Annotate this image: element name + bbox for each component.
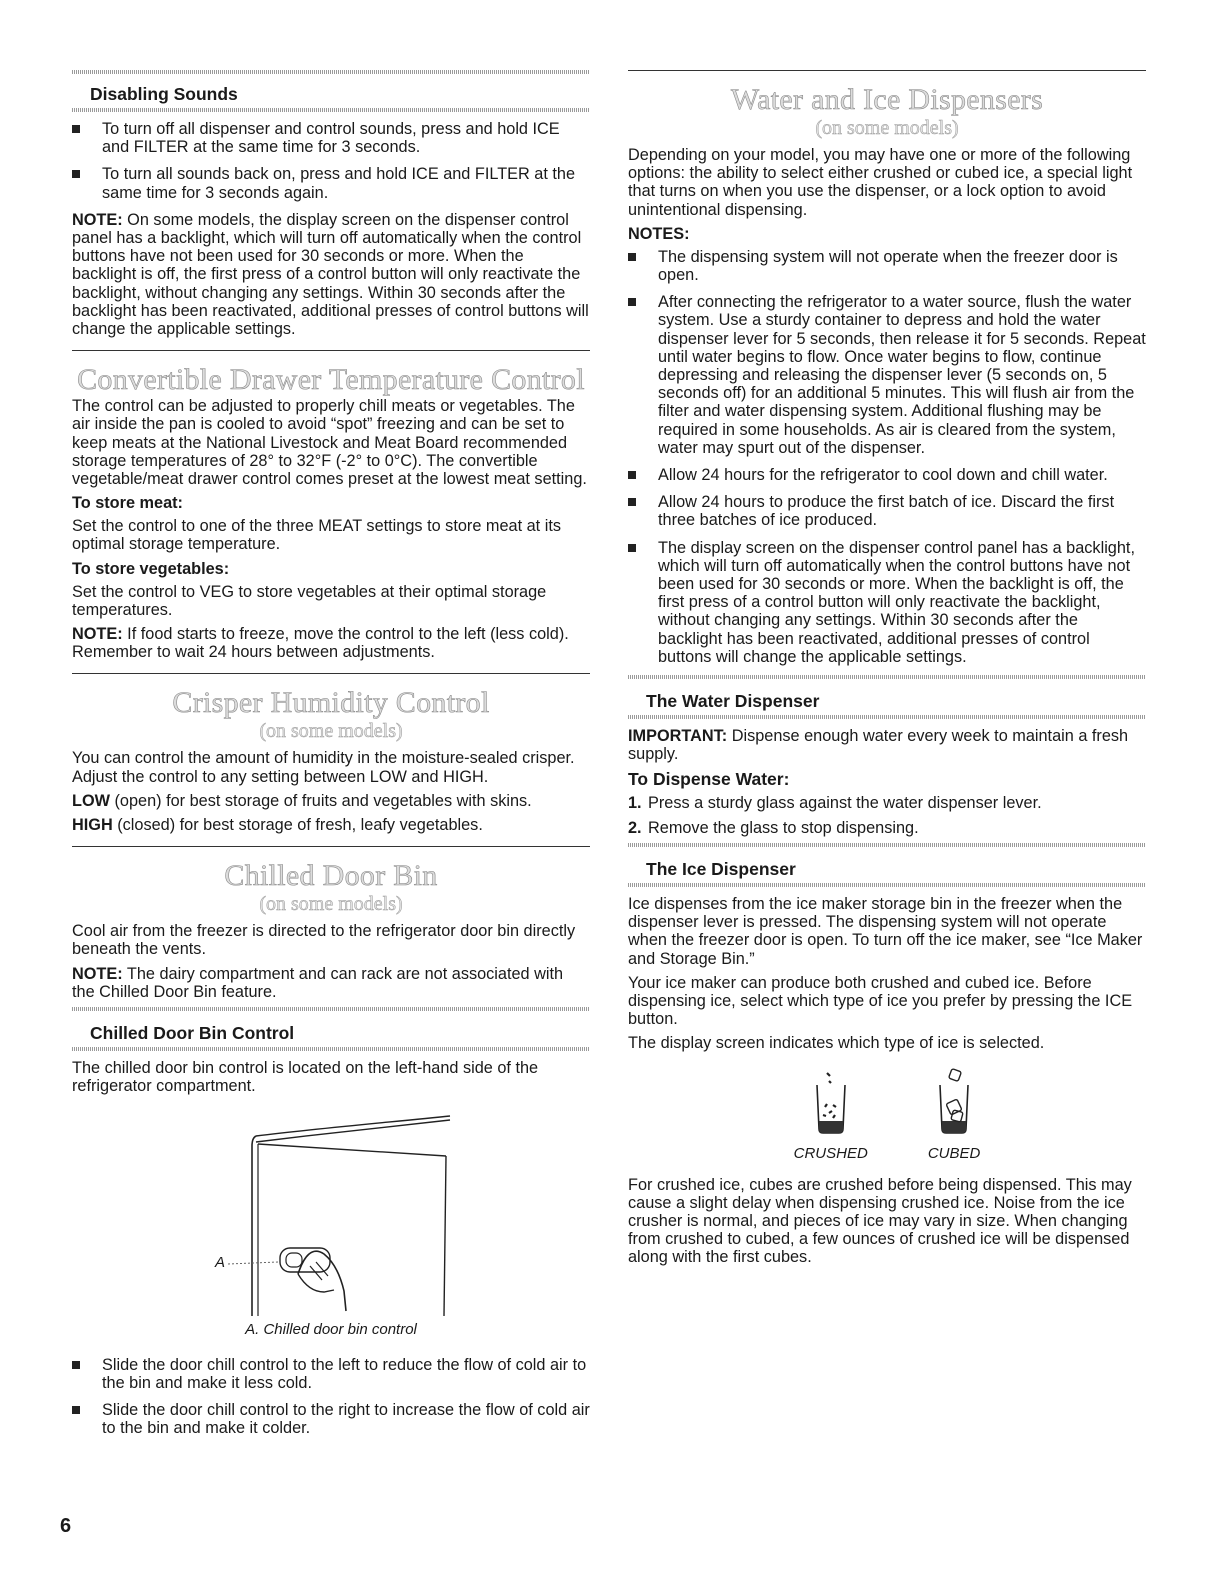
step-number: 1.: [628, 794, 642, 813]
section-subtitle: (on some models): [259, 893, 403, 916]
body-paragraph: The chilled door bin control is located on the left-hand side of the refrigerator compartment.: [72, 1059, 539, 1096]
list-item: Allow 24 hours to produce the first batch of ice. Discard the first three batches of ice produced.: [628, 493, 1146, 529]
section-title: Chilled Door Bin: [224, 859, 438, 893]
body-paragraph: Cool air from the freezer is directed to the refrigerator door bin directly beneath the vents.: [72, 922, 576, 959]
numbered-steps: [628, 794, 1146, 836]
figure-label-a: A: [215, 1253, 226, 1271]
section-rule: [72, 846, 590, 847]
figure-caption: A. Chilled door bin control: [245, 1320, 417, 1338]
body-paragraph: [72, 792, 590, 810]
note-text: If food starts to freeze, move the control to the left (less cold). Remember to wait 24 hours between adjustments.: [72, 625, 569, 662]
water-dispenser-section: [628, 675, 1146, 719]
section-title: Crisper Humidity Control: [172, 686, 490, 720]
cubed-ice-icon: [930, 1067, 978, 1135]
hatch-divider: [72, 1047, 590, 1051]
step-item: [628, 819, 1146, 837]
bullet-list: [628, 248, 1146, 666]
crushed-label: CRUSHED: [793, 1144, 868, 1162]
important-paragraph: [628, 727, 1146, 763]
disabling-sounds-section: [72, 70, 590, 112]
note-paragraph: [72, 965, 590, 1001]
section-rule: [72, 673, 590, 674]
list-item: Slide the door chill control to the left to reduce the flow of cold air to the bin and make it less cold.: [72, 1356, 590, 1392]
body-paragraph: Set the control to one of the three MEAT settings to store meat at its optimal storage temperature.: [72, 517, 561, 554]
body-paragraph: The control can be adjusted to properly chill meats or vegetables. The air inside the pan is cooled to avoid “spot” freezing and can be set to keep meats at the National Livestock and Meat Board recommended storage temperatures of 28° to 32°F (-2° to 0°C). The convertible vegetable/meat drawer control comes preset at the lowest meat setting.: [72, 397, 587, 489]
section-subtitle: (on some models): [815, 117, 959, 139]
section-heading: Disabling Sounds: [90, 84, 238, 104]
subsection-heading: To store vegetables:: [72, 559, 230, 578]
step-text: Remove the glass to stop dispensing.: [648, 818, 919, 837]
list-item: The dispensing system will not operate when the freezer door is open.: [628, 248, 1146, 284]
section-rule: [628, 70, 1146, 71]
high-text: (closed) for best storage of fresh, leafy vegetables.: [112, 816, 483, 835]
door-bin-figure: [72, 1106, 590, 1321]
chilled-door-bin-control-section: [72, 1007, 590, 1051]
crushed-ice-option: [794, 1067, 868, 1162]
steps-heading: To Dispense Water:: [628, 769, 790, 790]
hatch-divider: [628, 715, 1146, 719]
section-heading: The Water Dispenser: [646, 691, 820, 712]
important-label: IMPORTANT:: [628, 727, 728, 746]
right-column: [628, 70, 1146, 1273]
ice-type-icons: [628, 1067, 1146, 1162]
notes-heading: NOTES:: [628, 224, 690, 243]
door-bin-illustration: [72, 1106, 590, 1321]
section-title: Convertible Drawer Temperature Control: [77, 363, 585, 397]
body-paragraph: Set the control to VEG to store vegetables at their optimal storage temperatures.: [72, 582, 547, 619]
body-paragraph: The display screen indicates which type of ice is selected.: [628, 1034, 1045, 1053]
section-subtitle: (on some models): [259, 720, 403, 743]
low-text: (open) for best storage of fruits and vegetables with skins.: [109, 791, 532, 810]
left-column: [72, 70, 590, 1446]
step-number: 2.: [628, 818, 642, 837]
cubed-label: CUBED: [927, 1144, 981, 1162]
step-item: [628, 794, 1146, 812]
list-item: The display screen on the dispenser control panel has a backlight, which will turn off automatically when the control buttons have not been used for 30 seconds or more. When the backlight is off, the first press of a control button will only reactivate the backlight, without changing any settings. Within 30 seconds after the backlight has been reactivated, additional presses of control buttons will change the applicable settings.: [628, 539, 1146, 666]
bullet-list: [72, 120, 590, 202]
note-label: NOTE:: [72, 210, 123, 229]
body-paragraph: [72, 816, 590, 834]
note-paragraph: [72, 211, 590, 338]
body-paragraph: Ice dispenses from the ice maker storage bin in the freezer when the dispenser lever is pressed. The dispensing system will not operate when the freezer door is open. To turn off the ice maker, see “Ice Maker and Storage Bin.”: [628, 894, 1143, 968]
note-paragraph: [72, 625, 590, 661]
body-paragraph: Depending on your model, you may have one or more of the following options: the ability to select either crushed or cubed ice, a special light that turns on when you use the dispenser, or a lock option to avoid unintentional dispensing.: [628, 146, 1133, 219]
low-label: LOW: [72, 791, 110, 810]
note-label: NOTE:: [72, 625, 123, 644]
body-paragraph: You can control the amount of humidity in the moisture-sealed crisper. Adjust the control to any setting between LOW and HIGH.: [72, 749, 575, 786]
hatch-divider: [628, 883, 1146, 887]
important-text: Dispense enough water every week to maintain a fresh supply.: [628, 727, 1129, 764]
note-text: The dairy compartment and can rack are not associated with the Chilled Door Bin feature.: [72, 964, 564, 1001]
high-label: HIGH: [72, 816, 113, 835]
body-paragraph: For crushed ice, cubes are crushed before being dispensed. This may cause a slight delay when dispensing crushed ice. Noise from the ice crusher is normal, and pieces of ice may vary in size. When changing from crushed to cubed, a few ounces of crushed ice will be dispensed along with the first cubes.: [628, 1175, 1132, 1267]
section-heading: Chilled Door Bin Control: [90, 1023, 295, 1044]
cubed-ice-option: [928, 1067, 981, 1162]
list-item: To turn off all dispenser and control sounds, press and hold ICE and FILTER at the same time for 3 seconds.: [72, 120, 590, 156]
section-heading: The Ice Dispenser: [646, 858, 796, 879]
hatch-divider: [72, 108, 590, 112]
note-label: NOTE:: [72, 964, 123, 983]
ice-dispenser-section: [628, 843, 1146, 887]
section-rule: [72, 350, 590, 351]
note-text: On some models, the display screen on the dispenser control panel has a backlight, which will turn off automatically when the control buttons have not been used for 30 seconds or more. When the backlight is off, the first press of a control button will only reactivate the backlight, without changing any settings. Within 30 seconds after the backlight has been reactivated, additional presses of control buttons will change the applicable settings.: [72, 210, 589, 339]
crushed-ice-icon: [807, 1067, 855, 1135]
subsection-heading: To store meat:: [72, 494, 183, 513]
step-text: Press a sturdy glass against the water dispenser lever.: [648, 794, 1042, 813]
section-title: Water and Ice Dispensers: [730, 83, 1044, 116]
list-item: Allow 24 hours for the refrigerator to cool down and chill water.: [628, 466, 1146, 484]
body-paragraph: Your ice maker can produce both crushed and cubed ice. Before dispensing ice, select which type of ice you prefer by pressing the ICE button.: [628, 973, 1133, 1029]
list-item: Slide the door chill control to the right to increase the flow of cold air to the bin and make it colder.: [72, 1401, 590, 1437]
bullet-list: [72, 1356, 590, 1438]
list-item: After connecting the refrigerator to a water source, flush the water system. Use a sturdy container to depress and hold the water dispenser lever for 5 seconds, then release it for 5 seconds. Repeat until water begins to flow. Once water begins to flow, continue depressing and releasing the dispenser lever (5 seconds on, 5 seconds off) for an additional 5 minutes. This will flush air from the filter and water dispensing system. Additional flushing may be required in some households. As air is cleared from the system, water may spurt out of the dispenser.: [628, 293, 1146, 457]
page-number: 6: [60, 1515, 72, 1537]
list-item: To turn all sounds back on, press and hold ICE and FILTER at the same time for 3 seconds again.: [72, 165, 590, 201]
